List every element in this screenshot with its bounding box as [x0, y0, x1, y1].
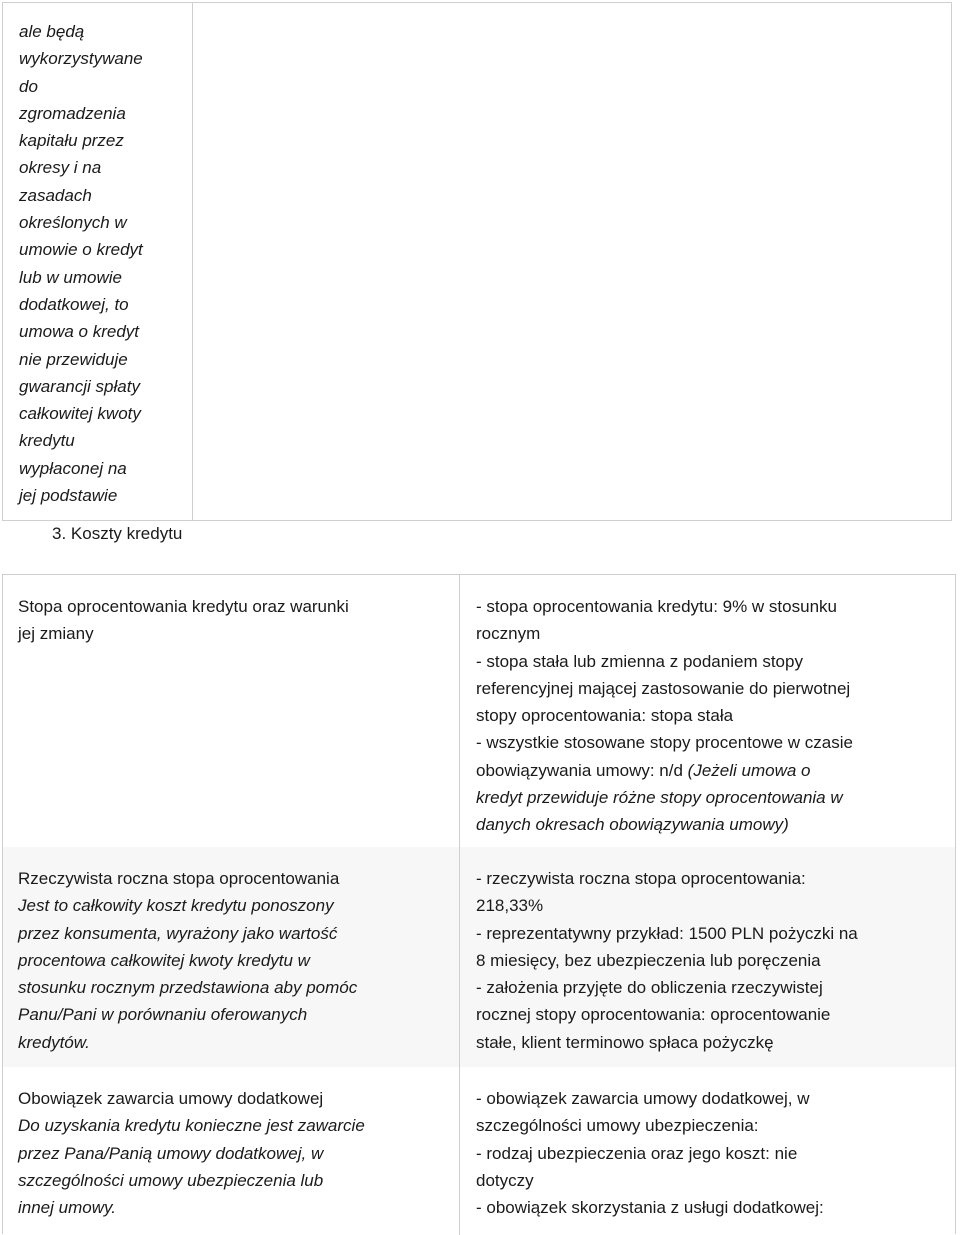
- value-line: danych okresach obowiązywania umowy): [476, 815, 789, 835]
- text-line: lub w umowie: [19, 267, 122, 287]
- value-line: stopy oprocentowania: stopa stała: [476, 706, 734, 726]
- costs-table: [2, 574, 956, 1234]
- section-title: 3. Koszty kredytu: [52, 524, 183, 543]
- label-line: procentowa całkowitej kwoty kredytu w: [18, 950, 310, 970]
- label-line: Jest to całkowity koszt kredytu ponoszony: [18, 896, 334, 916]
- label-line: szczególności umowy ubezpieczenia lub: [18, 1170, 324, 1190]
- info-table-continued: [2, 2, 952, 521]
- text-line: umowa o kredyt: [19, 322, 139, 342]
- value-line: szczególności umowy ubezpieczenia:: [476, 1116, 759, 1136]
- value-line: dotyczy: [476, 1170, 534, 1190]
- row-label-cell: [3, 1067, 460, 1235]
- text-line: całkowitej kwoty: [19, 404, 141, 424]
- value-line: - wszystkie stosowane stopy procentowe w czasie: [476, 733, 853, 753]
- value-line-italic-note: (Jeżeli umowa o: [687, 760, 811, 780]
- text-line: wykorzystywane: [19, 49, 143, 69]
- table-row: [3, 1067, 955, 1235]
- value-line-text: obowiązywania umowy: n/d: [476, 760, 688, 780]
- text-line: umowie o kredyt: [19, 240, 143, 260]
- label-line: Stopa oprocentowania kredytu oraz warunki: [18, 597, 349, 616]
- label-line: Obowiązek zawarcia umowy dodatkowej: [18, 1089, 324, 1108]
- table-row: [3, 575, 955, 847]
- text-line: jej podstawie: [19, 486, 118, 506]
- row-value-cell: [460, 575, 955, 847]
- row-label-cell: [3, 575, 460, 847]
- info-table-left-cell: [3, 3, 193, 520]
- text-line: kapitału przez: [19, 131, 124, 151]
- value-line: - reprezentatywny przykład: 1500 PLN pożyczki na: [476, 923, 858, 943]
- value-line: kredyt przewiduje różne stopy oprocentowania w: [476, 788, 843, 808]
- row-value-cell: [460, 1067, 955, 1235]
- value-line: - stopa stała lub zmienna z podaniem stopy: [476, 651, 803, 671]
- value-line: rocznym: [476, 624, 541, 644]
- value-line: [476, 757, 955, 784]
- value-line: referencyjnej mającej zastosowanie do pierwotnej: [476, 678, 851, 698]
- value-line: - obowiązek skorzystania z usługi dodatkowej:: [476, 1198, 824, 1218]
- label-line: stosunku rocznym przedstawiona aby pomóc: [18, 978, 358, 998]
- value-line: 218,33%: [476, 896, 544, 916]
- value-line: stałe, klient terminowo spłaca pożyczkę: [476, 1032, 774, 1052]
- label-line: innej umowy.: [18, 1198, 116, 1218]
- row-value-cell: [460, 847, 955, 1067]
- text-line: do: [19, 76, 38, 96]
- value-line: - założenia przyjęte do obliczenia rzeczywistej: [476, 978, 823, 998]
- label-line: przez konsumenta, wyrażony jako wartość: [18, 923, 338, 943]
- text-line: określonych w: [19, 213, 127, 233]
- value-line: - rzeczywista roczna stopa oprocentowania:: [476, 869, 806, 888]
- row-label-cell: [3, 847, 460, 1067]
- value-line: - obowiązek zawarcia umowy dodatkowej, w: [476, 1089, 810, 1108]
- label-line: Rzeczywista roczna stopa oprocentowania: [18, 869, 340, 888]
- label-line: jej zmiany: [18, 624, 94, 644]
- text-line: wypłaconej na: [19, 458, 127, 478]
- value-line: - rodzaj ubezpieczenia oraz jego koszt: nie: [476, 1143, 798, 1163]
- label-line: kredytów.: [18, 1032, 90, 1052]
- text-line: gwarancji spłaty: [19, 376, 140, 396]
- text-line: zgromadzenia: [19, 103, 126, 123]
- label-line: przez Pana/Panią umowy dodatkowej, w: [18, 1143, 324, 1163]
- value-line: - stopa oprocentowania kredytu: 9% w stosunku: [476, 597, 837, 616]
- text-line: kredytu: [19, 431, 75, 451]
- text-line: zasadach: [19, 185, 92, 205]
- label-line: Panu/Pani w porównaniu oferowanych: [18, 1005, 308, 1025]
- text-line: dodatkowej, to: [19, 294, 129, 314]
- text-line: ale będą: [19, 22, 85, 41]
- text-line: okresy i na: [19, 158, 102, 178]
- value-line: rocznej stopy oprocentowania: oprocentowanie: [476, 1005, 831, 1025]
- label-line: Do uzyskania kredytu konieczne jest zawarcie: [18, 1116, 365, 1136]
- text-line: nie przewiduje: [19, 349, 128, 369]
- table-row: [3, 847, 955, 1067]
- value-line: 8 miesięcy, bez ubezpieczenia lub poręczenia: [476, 950, 821, 970]
